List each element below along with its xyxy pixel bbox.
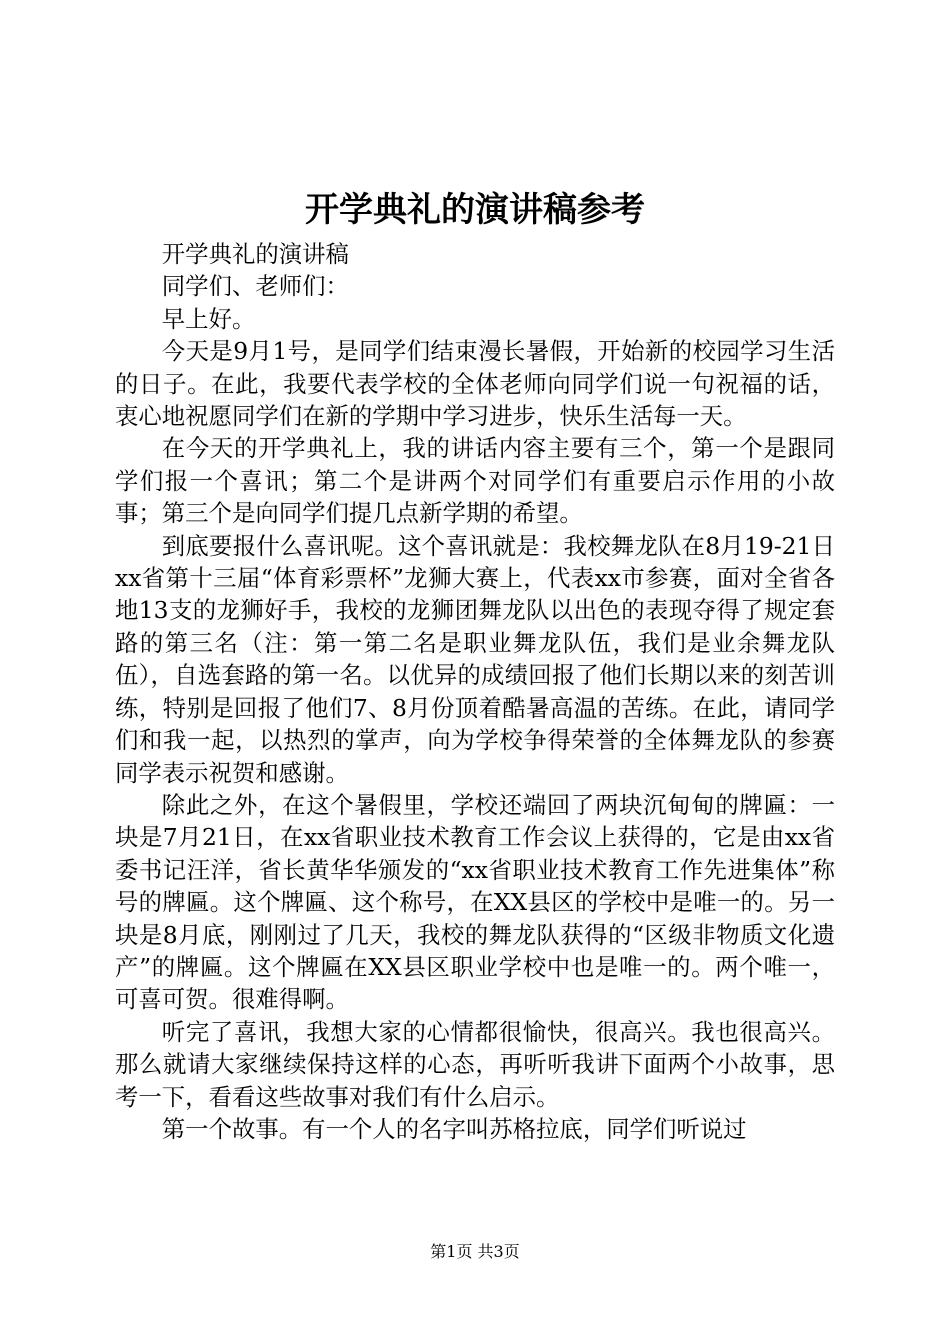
paragraph: 今天是9月1号，是同学们结束漫长暑假，开始新的校园学习生活的日子。在此，我要代表学校的全体老师向同学们说一句祝福的话，衷心地祝愿同学们在新的学期中学习进步，快乐生活每一天。	[115, 337, 835, 431]
paragraph-heading: 开学典礼的演讲稿	[161, 240, 349, 268]
paragraph: 第一个故事。有一个人的名字叫苏格拉底，同学们听说过	[161, 1114, 747, 1143]
paragraph: 听完了喜讯，我想大家的心情都很愉快，很高兴。我也很高兴。那么就请大家继续保持这样的心态，再听听我讲下面两个小故事，思考一下，看看这些故事对我们有什么启示。	[115, 1017, 835, 1111]
paragraph-greeting: 早上好。	[161, 304, 256, 333]
document-body	[115, 238, 835, 1145]
paragraph: 到底要报什么喜讯呢。这个喜讯就是：我校舞龙队在8月19-21日xx省第十三届“体育彩票杯”龙狮大赛上，代表xx市参赛，面对全省各地13支的龙狮好手，我校的龙狮团舞龙队以出色的表现夺得了规定套路的第三名（注：第一第二名是职业舞龙队伍，我们是业余舞龙队伍），自选套路的第一名。以优异的成绩回报了他们长期以来的刻苦训练，特别是回报了他们7、8月份顶着酷暑高温的苦练。在此，请同学们和我一起，以热烈的掌声，向为学校争得荣誉的全体舞龙队的参赛同学表示祝贺和感谢。	[115, 531, 835, 787]
page-number-footer: 第1页 共3页	[430, 1242, 520, 1261]
document-title: 开学典礼的演讲稿参考	[305, 190, 645, 230]
paragraph: 在今天的开学典礼上，我的讲话内容主要有三个，第一个是跟同学们报一个喜讯；第二个是讲两个对同学们有重要启示作用的小故事；第三个是向同学们提几点新学期的希望。	[115, 434, 835, 528]
paragraph: 除此之外，在这个暑假里，学校还端回了两块沉甸甸的牌匾：一块是7月21日，在xx省职业技术教育工作会议上获得的，它是由xx省委书记汪洋，省长黄华华颁发的“xx省职业技术教育工作先进集体”称号的牌匾。这个牌匾、这个称号，在XX县区的学校中是唯一的。另一块是8月底，刚刚过了几天，我校的舞龙队获得的“区级非物质文化遗产”的牌匾。这个牌匾在XX县区职业学校中也是唯一的。两个唯一，可喜可贺。很难得啊。	[115, 790, 835, 1014]
paragraph-salutation: 同学们、老师们：	[161, 272, 349, 301]
